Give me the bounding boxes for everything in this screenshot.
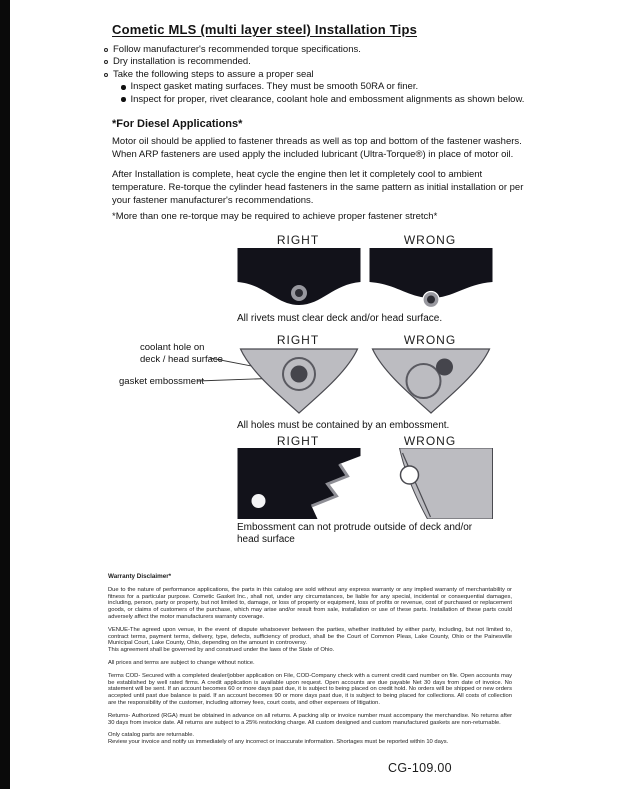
- tip-text: Inspect for proper, rivet clearance, coolant hole and embossment alignments as shown below.: [130, 93, 525, 105]
- gasket-corner: [373, 349, 490, 413]
- embossment-contained-diagram: [237, 448, 361, 519]
- embossment-protrude-svg: [369, 448, 493, 519]
- right-label: RIGHT: [276, 233, 320, 247]
- tip-text: Follow manufacturer's recommended torque specifications.: [113, 44, 361, 55]
- hole-not-contained-svg: [369, 347, 493, 417]
- embossment-protrude-diagram: [369, 448, 493, 519]
- tip-item: [104, 56, 544, 68]
- right-label: RIGHT: [276, 333, 320, 347]
- deck-section: [370, 248, 493, 298]
- callout-line1: coolant hole on: [140, 342, 205, 353]
- circle-bullet-marker: [104, 60, 108, 64]
- dot-bullet-marker: [121, 97, 126, 102]
- figure-row2-labels: [236, 333, 494, 347]
- wrong-label: WRONG: [403, 233, 457, 247]
- dot-bullet-marker: [121, 85, 126, 90]
- warranty-paragraph: Returns- Authorized (RGA) must be obtained in advance on all returns. A packing slip or invoice number must accompany the merchandise. No returns after 30 days from invoice date. All returns are subject to a 25% restocking charge. All custom designed and custom manufactured gaskets are non-returnable.: [108, 712, 512, 726]
- warranty-paragraph: Due to the nature of performance applications, the parts in this catalog are sold without any express warranty or any implied warranty of merchantability or fitness for a particular purpose. Cometic Gasket Inc., shall not, under any circumstances, be liable for any special, incidental or consequential damages, including, person, party or property, but not limited to, damage, or loss of property or equipment, loss of profits or revenue, cost of purchased or replacement goods, or claims of customers of the purchase, which may arise and/or result from sale, installation or use of these parts. Installation of these parts could adversely affect the motor manufacturers warranty coverage.: [108, 586, 512, 620]
- retorque-note: *More than one re-torque may be required to achieve proper fastener stretch*: [112, 211, 438, 222]
- tip-text: Dry installation is recommended.: [113, 56, 251, 68]
- figure-row1-caption: All rivets must clear deck and/or head surface.: [237, 313, 443, 324]
- figure-row3-caption: Embossment can not protrude outside of deck and/or head surface: [237, 522, 473, 545]
- rivet-center: [295, 289, 303, 297]
- wrong-label: WRONG: [403, 434, 457, 448]
- figure-row2-caption: All holes must be contained by an embossment.: [237, 420, 450, 431]
- tip-item: [104, 69, 544, 81]
- hole-not-contained-diagram: [369, 347, 493, 417]
- diesel-applications-heading: *For Diesel Applications*: [112, 118, 243, 130]
- warranty-paragraph: This agreement shall be governed by and construed under the laws of the State of Ohio.: [108, 647, 335, 654]
- circle-bullet-marker: [104, 48, 108, 52]
- warranty-paragraph: Terms COD- Secured with a completed dealer/jobber application on File, COD-Company check with a current credit card number on file. Open accounts may be established by well rated firms. A credit application is available upon request. Open accounts are due payable Net 30 days from date of invoice. No statement will be sent. If an account becomes 60 or more days past due, it is subject to being placed on credit hold. No orders will be shipped or new orders accepted until past due balance is paid. If an account becomes 90 or more days past due, it is subject to being placed for collections. All costs of collection are the responsibility of the customer, including attorney fees, court costs, and other expenses of litigation.: [108, 672, 512, 706]
- deck-area: [238, 448, 361, 519]
- tip-item: [104, 44, 544, 56]
- coolant-hole: [436, 359, 453, 376]
- rivet-clear-svg: [237, 248, 361, 310]
- rivet-clear-diagram: [237, 248, 361, 310]
- hole-contained-svg: [237, 347, 361, 417]
- callout-line2: deck / head surface: [140, 353, 223, 365]
- rivet-center: [427, 296, 435, 304]
- figure-row3-labels: [236, 434, 494, 448]
- page-title: Cometic MLS (multi layer steel) Installation Tips: [112, 22, 418, 37]
- warranty-paragraph: VENUE-The agreed upon venue, in the event of dispute whatsoever between the parties, whether instituted by either party, including, but not limited to, contract terms, payment terms, delivery, type, defects, sufficiency of product, shall be the Court of Common Pleas, Lake County, Ohio or the Painesville Municipal Court, Lake County, Ohio, depending on the amount in controversy.: [108, 626, 512, 647]
- circle-bullet-marker: [104, 73, 108, 77]
- tip-sub-item: [121, 81, 544, 93]
- warranty-disclaimer-section: [108, 574, 512, 752]
- warranty-paragraph: Only catalog parts are returnable.: [108, 732, 195, 739]
- right-label: RIGHT: [276, 434, 320, 448]
- protruding-embossment: [401, 466, 419, 484]
- bolt-hole: [252, 494, 266, 508]
- left-border-bar: [0, 0, 10, 789]
- tip-text: Inspect gasket mating surfaces. They must be smooth 50RA or finer.: [130, 81, 419, 93]
- diesel-paragraph: After Installation is complete, heat cycle the engine then let it completely cool to ambient temperature. Re-torque the cylinder head fasteners in the same pattern as initial installation or per your fastener manufacturer's recommendations.: [112, 169, 524, 206]
- tips-list: [104, 44, 544, 106]
- tip-sub-item: [121, 94, 544, 106]
- diesel-paragraph: Motor oil should be applied to fastener threads as well as top and bottom of the fastener washers. When ARP fasteners are used apply the included lubricant (Ultra-Torque®) in place of motor oil.: [112, 136, 522, 160]
- embossment-contained-svg: [237, 448, 361, 519]
- gasket-embossment-callout: gasket embossment: [119, 376, 205, 387]
- rivet-protrude-svg: [369, 248, 493, 310]
- rivet-protrude-diagram: [369, 248, 493, 310]
- figure-row1-labels: [236, 233, 494, 247]
- warranty-paragraph: Review your invoice and notify us immediately of any incorrect or inaccurate information. Shortages must be reported within 10 days.: [108, 739, 449, 746]
- tip-text: Take the following steps to assure a proper seal: [113, 68, 314, 80]
- catalog-page-code: CG-109.00: [388, 761, 452, 775]
- coolant-hole: [291, 366, 308, 383]
- hole-contained-diagram: [237, 347, 361, 417]
- warranty-heading: Warranty Disclaimer*: [108, 573, 172, 580]
- warranty-paragraph: All prices and terms are subject to change without notice.: [108, 659, 255, 666]
- wrong-label: WRONG: [403, 333, 457, 347]
